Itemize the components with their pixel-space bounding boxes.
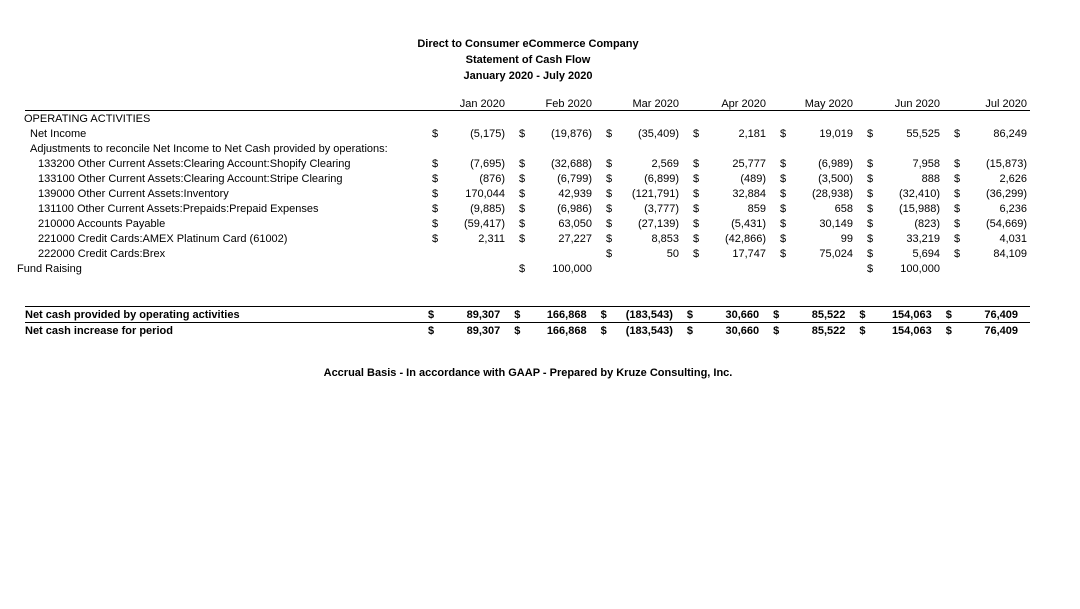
currency-symbol: $ xyxy=(859,308,866,321)
totals-section xyxy=(25,306,1030,338)
currency-symbol: $ xyxy=(432,202,439,215)
month-cell xyxy=(865,173,952,185)
month-cell xyxy=(865,188,952,200)
currency-symbol: $ xyxy=(693,172,700,185)
month-cell xyxy=(691,173,778,185)
currency-symbol: $ xyxy=(867,157,874,170)
month-cell xyxy=(778,248,865,260)
month-cell xyxy=(865,248,952,260)
cell-value: 658 xyxy=(834,202,853,215)
cell-value: 30,660 xyxy=(725,308,760,321)
month-cell xyxy=(604,188,691,200)
cell-value: (3,777) xyxy=(644,202,679,215)
month-cell xyxy=(599,325,685,337)
currency-symbol: $ xyxy=(606,217,613,230)
cell-value: 89,307 xyxy=(466,308,501,321)
currency-symbol: $ xyxy=(693,247,700,260)
cell-value: 63,050 xyxy=(558,217,592,230)
cell-value: 84,109 xyxy=(993,247,1027,260)
row-label: Fund Raising xyxy=(17,262,82,275)
month-cell xyxy=(691,188,778,200)
month-cell xyxy=(691,203,778,215)
cell-value: (19,876) xyxy=(551,127,592,140)
currency-symbol: $ xyxy=(428,308,435,321)
month-cell xyxy=(604,218,691,230)
currency-symbol: $ xyxy=(693,187,700,200)
month-cell xyxy=(604,203,691,215)
column-header: Jul 2020 xyxy=(985,98,1027,110)
month-cell xyxy=(604,128,691,140)
month-cell xyxy=(512,309,598,321)
month-cell xyxy=(604,233,691,245)
month-cell xyxy=(952,203,1039,215)
currency-symbol: $ xyxy=(867,127,874,140)
currency-symbol: $ xyxy=(606,187,613,200)
cell-value: (27,139) xyxy=(638,217,679,230)
currency-symbol: $ xyxy=(867,232,874,245)
currency-symbol: $ xyxy=(773,308,780,321)
month-cell xyxy=(685,309,771,321)
currency-symbol: $ xyxy=(954,202,961,215)
month-cell xyxy=(426,309,512,321)
cell-value: 99 xyxy=(840,232,853,245)
row-label: 131100 Other Current Assets:Prepaids:Prepaid Expenses xyxy=(38,202,319,215)
currency-symbol: $ xyxy=(954,157,961,170)
month-cell xyxy=(430,158,517,170)
month-cell xyxy=(430,128,517,140)
currency-symbol: $ xyxy=(780,247,787,260)
currency-symbol: $ xyxy=(954,187,961,200)
month-cell xyxy=(865,263,952,275)
cell-value: (32,410) xyxy=(899,187,940,200)
month-cell xyxy=(952,248,1039,260)
currency-symbol: $ xyxy=(606,172,613,185)
cell-value: (6,989) xyxy=(818,157,853,170)
month-cell xyxy=(778,158,865,170)
column-header: Mar 2020 xyxy=(632,98,679,110)
month-cell xyxy=(599,309,685,321)
month-cell xyxy=(952,173,1039,185)
currency-symbol: $ xyxy=(859,324,866,337)
cell-value: 42,939 xyxy=(558,187,592,200)
currency-symbol: $ xyxy=(780,232,787,245)
cell-value: 33,219 xyxy=(906,232,940,245)
cell-value: (6,799) xyxy=(557,172,592,185)
cell-value: 888 xyxy=(921,172,940,185)
cell-value: 4,031 xyxy=(999,232,1027,245)
cell-value: 30,149 xyxy=(819,217,853,230)
currency-symbol: $ xyxy=(600,308,607,321)
month-cell xyxy=(944,309,1030,321)
cell-value: (36,299) xyxy=(986,187,1027,200)
cell-value: (7,695) xyxy=(470,157,505,170)
cell-value: (183,543) xyxy=(625,308,673,321)
month-cell xyxy=(604,158,691,170)
month-cell xyxy=(865,233,952,245)
report-period: January 2020 - July 2020 xyxy=(463,70,593,82)
currency-symbol: $ xyxy=(519,262,526,275)
cell-value: (121,791) xyxy=(631,187,679,200)
currency-symbol: $ xyxy=(780,127,787,140)
currency-symbol: $ xyxy=(432,217,439,230)
month-cell xyxy=(604,248,691,260)
currency-symbol: $ xyxy=(428,324,435,337)
cash-flow-table xyxy=(17,94,1039,338)
currency-symbol: $ xyxy=(693,127,700,140)
report-header xyxy=(17,0,1039,84)
row-label: 133100 Other Current Assets:Clearing Account:Stripe Clearing xyxy=(38,172,343,185)
currency-symbol: $ xyxy=(780,187,787,200)
currency-symbol: $ xyxy=(867,202,874,215)
cell-value: (35,409) xyxy=(638,127,679,140)
month-cell xyxy=(430,188,517,200)
currency-symbol: $ xyxy=(780,172,787,185)
cell-value: 50 xyxy=(666,247,679,260)
column-header: Apr 2020 xyxy=(721,98,766,110)
currency-symbol: $ xyxy=(519,127,526,140)
cell-value: 7,958 xyxy=(912,157,940,170)
month-cell xyxy=(778,128,865,140)
cell-value: (5,175) xyxy=(470,127,505,140)
currency-symbol: $ xyxy=(519,187,526,200)
cell-value: (876) xyxy=(479,172,505,185)
month-cell xyxy=(778,218,865,230)
currency-symbol: $ xyxy=(693,232,700,245)
month-cell xyxy=(771,309,857,321)
month-cell xyxy=(691,218,778,230)
currency-symbol: $ xyxy=(514,308,521,321)
currency-symbol: $ xyxy=(606,232,613,245)
month-cell xyxy=(430,218,517,230)
cell-value: (3,500) xyxy=(818,172,853,185)
month-cell xyxy=(426,325,512,337)
month-cell xyxy=(517,158,604,170)
cell-value: 2,311 xyxy=(478,232,505,245)
currency-symbol: $ xyxy=(954,217,961,230)
currency-symbol: $ xyxy=(780,202,787,215)
currency-symbol: $ xyxy=(606,127,613,140)
month-cell xyxy=(778,233,865,245)
currency-symbol: $ xyxy=(867,217,874,230)
month-cell xyxy=(778,188,865,200)
table-row xyxy=(17,126,1039,141)
currency-symbol: $ xyxy=(432,172,439,185)
table-row xyxy=(17,141,1039,156)
month-cell xyxy=(952,128,1039,140)
month-cell xyxy=(430,233,517,245)
month-cell xyxy=(691,128,778,140)
row-label: 222000 Credit Cards:Brex xyxy=(38,247,166,260)
month-cell xyxy=(691,233,778,245)
currency-symbol: $ xyxy=(519,202,526,215)
currency-symbol: $ xyxy=(693,157,700,170)
cell-value: (15,988) xyxy=(899,202,940,215)
month-cell xyxy=(430,173,517,185)
currency-symbol: $ xyxy=(773,324,780,337)
month-cell xyxy=(944,325,1030,337)
month-cell xyxy=(771,325,857,337)
month-cell xyxy=(952,233,1039,245)
cell-value: 5,694 xyxy=(912,247,940,260)
currency-symbol: $ xyxy=(686,308,693,321)
currency-symbol: $ xyxy=(600,324,607,337)
currency-symbol: $ xyxy=(432,232,439,245)
currency-symbol: $ xyxy=(954,127,961,140)
row-label: OPERATING ACTIVITIES xyxy=(24,112,151,125)
column-header-row xyxy=(17,94,1039,110)
cell-value: 89,307 xyxy=(466,324,501,337)
month-cell xyxy=(865,158,952,170)
month-cell xyxy=(517,263,604,275)
totals-row xyxy=(25,306,1030,323)
row-label: Net Income xyxy=(30,127,87,140)
table-row xyxy=(17,156,1039,171)
cell-value: (59,417) xyxy=(464,217,505,230)
month-cell xyxy=(517,233,604,245)
month-cell xyxy=(778,203,865,215)
row-label: 133200 Other Current Assets:Clearing Account:Shopify Clearing xyxy=(38,157,351,170)
cell-value: 86,249 xyxy=(993,127,1027,140)
currency-symbol: $ xyxy=(945,324,952,337)
cell-value: 55,525 xyxy=(906,127,940,140)
month-cell xyxy=(865,218,952,230)
row-label: 221000 Credit Cards:AMEX Platinum Card (61002) xyxy=(38,232,288,245)
cell-value: 85,522 xyxy=(811,324,846,337)
currency-symbol: $ xyxy=(606,157,613,170)
cell-value: (6,986) xyxy=(557,202,592,215)
cell-value: 170,044 xyxy=(465,187,505,200)
table-body xyxy=(17,111,1039,276)
cell-value: (489) xyxy=(740,172,766,185)
cell-value: 76,409 xyxy=(984,308,1018,321)
currency-symbol: $ xyxy=(945,308,952,321)
table-row xyxy=(17,201,1039,216)
cell-value: (28,938) xyxy=(812,187,853,200)
currency-symbol: $ xyxy=(693,217,700,230)
currency-symbol: $ xyxy=(432,157,439,170)
currency-symbol: $ xyxy=(954,172,961,185)
currency-symbol: $ xyxy=(780,157,787,170)
month-cell xyxy=(604,173,691,185)
month-cell xyxy=(517,173,604,185)
currency-symbol: $ xyxy=(693,202,700,215)
month-cell xyxy=(517,218,604,230)
month-cell xyxy=(952,188,1039,200)
row-label: Net cash provided by operating activities xyxy=(25,308,240,321)
month-cell xyxy=(857,309,943,321)
cell-value: 100,000 xyxy=(552,262,592,275)
month-cell xyxy=(517,188,604,200)
table-row xyxy=(17,246,1039,261)
row-label: 210000 Accounts Payable xyxy=(38,217,166,230)
row-label: 139000 Other Current Assets:Inventory xyxy=(38,187,229,200)
cell-value: (183,543) xyxy=(625,324,673,337)
row-label: Adjustments to reconcile Net Income to Net Cash provided by operations: xyxy=(30,142,388,155)
cell-value: 2,181 xyxy=(738,127,766,140)
table-row xyxy=(17,171,1039,186)
currency-symbol: $ xyxy=(954,232,961,245)
cell-value: 30,660 xyxy=(725,324,760,337)
table-row xyxy=(17,231,1039,246)
column-header: Feb 2020 xyxy=(545,98,592,110)
table-row xyxy=(17,261,1039,276)
table-row xyxy=(17,186,1039,201)
cell-value: 154,063 xyxy=(891,324,932,337)
column-header: Jun 2020 xyxy=(894,98,940,110)
totals-row xyxy=(25,323,1030,338)
table-row xyxy=(17,111,1039,126)
month-cell xyxy=(865,203,952,215)
cell-value: (15,873) xyxy=(986,157,1027,170)
currency-symbol: $ xyxy=(519,157,526,170)
cell-value: 2,569 xyxy=(651,157,679,170)
month-cell xyxy=(512,325,598,337)
currency-symbol: $ xyxy=(867,172,874,185)
currency-symbol: $ xyxy=(867,262,874,275)
currency-symbol: $ xyxy=(519,217,526,230)
cell-value: 166,868 xyxy=(546,308,587,321)
cell-value: 154,063 xyxy=(891,308,932,321)
cell-value: (42,866) xyxy=(725,232,766,245)
month-cell xyxy=(517,128,604,140)
table-row xyxy=(17,216,1039,231)
cell-value: (823) xyxy=(914,217,940,230)
row-label: Net cash increase for period xyxy=(25,324,173,337)
cell-value: 85,522 xyxy=(811,308,846,321)
cell-value: 2,626 xyxy=(999,172,1027,185)
currency-symbol: $ xyxy=(867,187,874,200)
cell-value: 6,236 xyxy=(999,202,1027,215)
cell-value: (5,431) xyxy=(731,217,766,230)
cell-value: 32,884 xyxy=(732,187,766,200)
footer-note: Accrual Basis - In accordance with GAAP - Prepared by Kruze Consulting, Inc. xyxy=(323,367,733,379)
cell-value: (32,688) xyxy=(551,157,592,170)
cell-value: 25,777 xyxy=(732,157,766,170)
cell-value: (9,885) xyxy=(470,202,505,215)
currency-symbol: $ xyxy=(686,324,693,337)
currency-symbol: $ xyxy=(954,247,961,260)
month-cell xyxy=(691,158,778,170)
cell-value: 75,024 xyxy=(819,247,853,260)
cell-value: (6,899) xyxy=(644,172,679,185)
cell-value: 166,868 xyxy=(546,324,587,337)
currency-symbol: $ xyxy=(519,232,526,245)
cell-value: 27,227 xyxy=(558,232,592,245)
month-cell xyxy=(778,173,865,185)
blank-spacer xyxy=(17,276,1039,306)
month-cell xyxy=(517,203,604,215)
month-cell xyxy=(952,218,1039,230)
cell-value: (54,669) xyxy=(986,217,1027,230)
currency-symbol: $ xyxy=(780,217,787,230)
currency-symbol: $ xyxy=(432,127,439,140)
month-cell xyxy=(685,325,771,337)
currency-symbol: $ xyxy=(514,324,521,337)
column-header: May 2020 xyxy=(804,98,853,110)
cell-value: 859 xyxy=(747,202,766,215)
cell-value: 17,747 xyxy=(732,247,766,260)
cell-value: 100,000 xyxy=(900,262,940,275)
cell-value: 76,409 xyxy=(984,324,1018,337)
cell-value: 19,019 xyxy=(819,127,853,140)
currency-symbol: $ xyxy=(606,247,613,260)
report-title: Statement of Cash Flow xyxy=(465,54,591,66)
cell-value: 8,853 xyxy=(651,232,679,245)
month-cell xyxy=(952,158,1039,170)
month-cell xyxy=(865,128,952,140)
currency-symbol: $ xyxy=(606,202,613,215)
column-header: Jan 2020 xyxy=(459,98,505,110)
month-cell xyxy=(691,248,778,260)
currency-symbol: $ xyxy=(867,247,874,260)
company-name: Direct to Consumer eCommerce Company xyxy=(417,38,639,50)
currency-symbol: $ xyxy=(432,187,439,200)
month-cell xyxy=(857,325,943,337)
month-cell xyxy=(430,203,517,215)
currency-symbol: $ xyxy=(519,172,526,185)
